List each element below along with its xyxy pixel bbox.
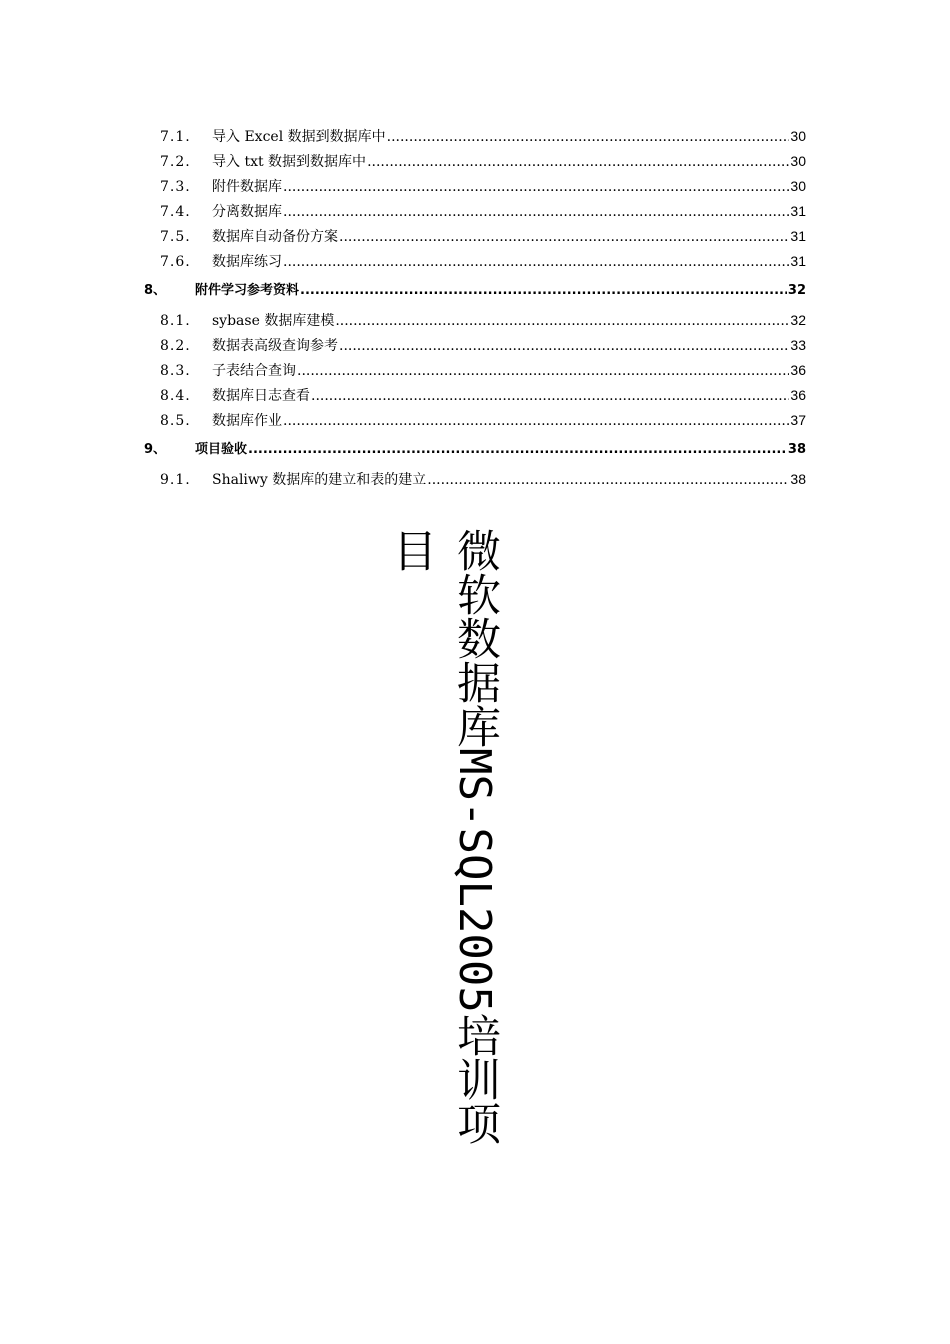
table-of-contents xyxy=(140,124,806,492)
toc-entry-number: 8.3. xyxy=(160,363,191,379)
toc-entry-title: 数据库自动备份方案 xyxy=(212,229,338,245)
toc-dot-leader xyxy=(248,438,787,462)
toc-entry-page-number: 31 xyxy=(790,228,806,244)
toc-entry-title: Shaliwy 数据库的建立和表的建立 xyxy=(212,472,427,488)
toc-entry-number: 9.1. xyxy=(160,472,191,488)
toc-entry-page-number: 36 xyxy=(790,362,806,378)
toc-entry-title: 附件学习参考资料 xyxy=(195,283,300,298)
toc-entry-number: 8.2. xyxy=(160,338,191,354)
toc-section-entry[interactable] xyxy=(140,467,806,492)
toc-entry-page-number: 30 xyxy=(790,178,806,194)
toc-section-entry[interactable] xyxy=(140,199,806,224)
toc-entry-page-number: 38 xyxy=(787,442,806,457)
toc-section-entry[interactable] xyxy=(140,358,806,383)
toc-entry-title: 附件数据库 xyxy=(212,179,282,195)
toc-entry-number: 8.5. xyxy=(160,413,191,429)
toc-section-entry[interactable] xyxy=(140,249,806,274)
toc-chapter-entry[interactable] xyxy=(140,279,806,303)
toc-section-entry[interactable] xyxy=(140,224,806,249)
toc-entry-page-number: 33 xyxy=(790,337,806,353)
toc-dot-leader xyxy=(427,468,789,493)
toc-entry-page-number: 32 xyxy=(790,312,806,328)
toc-entry-number: 8、 xyxy=(144,283,167,298)
toc-section-entry[interactable] xyxy=(140,308,806,333)
toc-entry-title: 数据库日志查看 xyxy=(212,388,310,404)
toc-section-entry[interactable] xyxy=(140,174,806,199)
toc-entry-title: 分离数据库 xyxy=(212,204,282,220)
toc-section-entry[interactable] xyxy=(140,124,806,149)
toc-entry-number: 7.4. xyxy=(160,204,191,220)
toc-entry-page-number: 36 xyxy=(790,387,806,403)
toc-entry-title: 导入 Excel 数据到数据库中 xyxy=(212,129,386,145)
toc-entry-page-number: 30 xyxy=(790,128,806,144)
toc-dot-leader xyxy=(339,225,789,250)
toc-entry-number: 8.4. xyxy=(160,388,191,404)
toc-section-entry[interactable] xyxy=(140,383,806,408)
toc-entry-page-number: 31 xyxy=(790,253,806,269)
toc-entry-number: 9、 xyxy=(144,442,167,457)
toc-dot-leader xyxy=(339,334,789,359)
toc-section-entry[interactable] xyxy=(140,408,806,433)
toc-entry-number: 7.1. xyxy=(160,129,191,145)
toc-entry-number: 8.1. xyxy=(160,313,191,329)
toc-dot-leader xyxy=(283,200,789,225)
toc-dot-leader xyxy=(283,250,789,275)
toc-entry-title: 子表结合查询 xyxy=(212,363,296,379)
toc-entry-title: 数据表高级查询参考 xyxy=(212,338,338,354)
toc-entry-title: 项目验收 xyxy=(195,442,248,457)
toc-entry-page-number: 30 xyxy=(790,153,806,169)
toc-entry-title: 数据库作业 xyxy=(212,413,282,429)
toc-section-entry[interactable] xyxy=(140,333,806,358)
toc-dot-leader xyxy=(367,150,789,175)
toc-entry-number: 7.6. xyxy=(160,254,191,270)
toc-dot-leader xyxy=(311,384,789,409)
toc-entry-page-number: 31 xyxy=(790,203,806,219)
toc-entry-number: 7.3. xyxy=(160,179,191,195)
toc-entry-title: 数据库练习 xyxy=(212,254,282,270)
toc-entry-title: sybase 数据库建模 xyxy=(212,313,335,329)
toc-entry-number: 7.5. xyxy=(160,229,191,245)
document-title: 微软数据库MS-SQL2005培训项目 xyxy=(385,528,500,1145)
toc-entry-title: 导入 txt 数据到数据库中 xyxy=(212,154,367,170)
toc-dot-leader xyxy=(335,309,789,334)
toc-dot-leader xyxy=(300,279,787,303)
toc-chapter-entry[interactable] xyxy=(140,438,806,462)
toc-dot-leader xyxy=(387,125,790,150)
toc-entry-page-number: 37 xyxy=(790,412,806,428)
toc-dot-leader xyxy=(283,409,789,434)
toc-entry-page-number: 38 xyxy=(790,471,806,487)
toc-entry-page-number: 32 xyxy=(787,283,806,298)
toc-section-entry[interactable] xyxy=(140,149,806,174)
toc-dot-leader xyxy=(283,175,789,200)
toc-entry-number: 7.2. xyxy=(160,154,191,170)
toc-dot-leader xyxy=(297,359,789,384)
